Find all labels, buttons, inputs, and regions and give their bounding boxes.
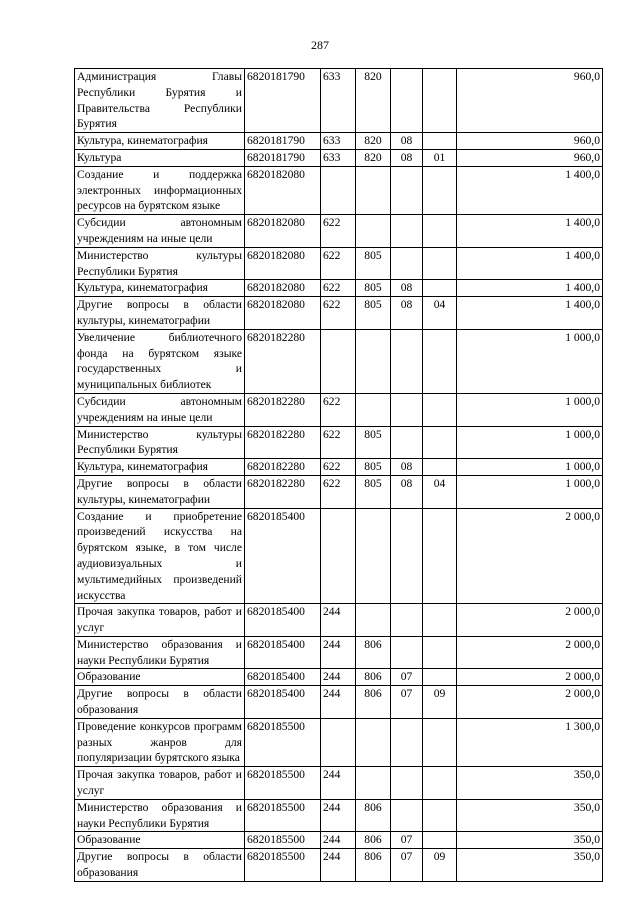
row-name-cell: Прочая закупка товаров, работ и услуг xyxy=(75,767,245,800)
target-article-cell: 6820182080 xyxy=(245,280,321,297)
expense-type-cell xyxy=(321,329,356,393)
section-cell xyxy=(391,166,423,214)
table-row xyxy=(75,636,603,669)
amount-cell: 1 400,0 xyxy=(457,215,603,248)
target-article-cell: 6820182280 xyxy=(245,426,321,459)
target-article-cell: 6820181790 xyxy=(245,69,321,133)
row-name-cell: Создание и поддержка электронных информационных ресурсов на бурятском языке xyxy=(75,166,245,214)
subsection-cell xyxy=(423,393,457,426)
page-number: 287 xyxy=(311,38,329,52)
row-name-cell: Культура, кинематография xyxy=(75,133,245,150)
amount-cell: 1 000,0 xyxy=(457,426,603,459)
row-name-cell: Культура, кинематография xyxy=(75,459,245,476)
target-article-cell: 6820182280 xyxy=(245,329,321,393)
budget-manager-cell: 805 xyxy=(356,475,391,508)
target-article-cell: 6820182080 xyxy=(245,166,321,214)
section-cell xyxy=(391,69,423,133)
subsection-cell xyxy=(423,215,457,248)
budget-manager-cell: 820 xyxy=(356,149,391,166)
expense-type-cell: 622 xyxy=(321,459,356,476)
expense-type-cell: 633 xyxy=(321,149,356,166)
target-article-cell: 6820181790 xyxy=(245,133,321,150)
section-cell xyxy=(391,718,423,766)
row-name-cell: Министерство образования и науки Республики Бурятия xyxy=(75,799,245,832)
target-article-cell: 6820185400 xyxy=(245,508,321,604)
subsection-cell xyxy=(423,280,457,297)
table-row xyxy=(75,508,603,604)
row-name-cell: Другие вопросы в области культуры, кинематографии xyxy=(75,475,245,508)
subsection-cell: 04 xyxy=(423,297,457,330)
section-cell: 08 xyxy=(391,149,423,166)
section-cell xyxy=(391,215,423,248)
section-cell: 08 xyxy=(391,133,423,150)
target-article-cell: 6820185500 xyxy=(245,799,321,832)
budget-manager-cell: 805 xyxy=(356,459,391,476)
amount-cell: 2 000,0 xyxy=(457,636,603,669)
row-name-cell: Создание и приобретение произведений искусства на бурятском языке, в том числе аудиовизуальных и мультимедийных произведений искусства xyxy=(75,508,245,604)
expense-type-cell xyxy=(321,718,356,766)
target-article-cell: 6820185400 xyxy=(245,686,321,719)
row-name-cell: Проведение конкурсов программ разных жанров для популяризации бурятского языка xyxy=(75,718,245,766)
expense-type-cell: 622 xyxy=(321,297,356,330)
budget-table xyxy=(74,68,603,882)
expense-type-cell: 244 xyxy=(321,849,356,882)
budget-manager-cell: 806 xyxy=(356,636,391,669)
table-row xyxy=(75,799,603,832)
table-row xyxy=(75,426,603,459)
subsection-cell xyxy=(423,329,457,393)
table-row xyxy=(75,133,603,150)
target-article-cell: 6820185500 xyxy=(245,832,321,849)
budget-manager-cell xyxy=(356,508,391,604)
target-article-cell: 6820185500 xyxy=(245,767,321,800)
amount-cell: 1 000,0 xyxy=(457,459,603,476)
subsection-cell xyxy=(423,718,457,766)
target-article-cell: 6820182280 xyxy=(245,475,321,508)
row-name-cell: Другие вопросы в области образования xyxy=(75,686,245,719)
amount-cell: 1 000,0 xyxy=(457,393,603,426)
amount-cell: 1 400,0 xyxy=(457,166,603,214)
table-row xyxy=(75,459,603,476)
subsection-cell xyxy=(423,636,457,669)
expense-type-cell: 622 xyxy=(321,280,356,297)
section-cell xyxy=(391,636,423,669)
row-name-cell: Министерство культуры Республики Бурятия xyxy=(75,247,245,280)
expense-type-cell: 244 xyxy=(321,799,356,832)
subsection-cell xyxy=(423,166,457,214)
subsection-cell xyxy=(423,604,457,637)
expense-type-cell: 622 xyxy=(321,215,356,248)
table-body xyxy=(75,69,603,882)
section-cell: 07 xyxy=(391,832,423,849)
budget-manager-cell: 806 xyxy=(356,799,391,832)
section-cell xyxy=(391,799,423,832)
table-row xyxy=(75,393,603,426)
subsection-cell xyxy=(423,767,457,800)
subsection-cell xyxy=(423,669,457,686)
table-row xyxy=(75,832,603,849)
target-article-cell: 6820181790 xyxy=(245,149,321,166)
section-cell: 07 xyxy=(391,686,423,719)
subsection-cell xyxy=(423,133,457,150)
subsection-cell: 09 xyxy=(423,849,457,882)
subsection-cell xyxy=(423,799,457,832)
budget-manager-cell: 820 xyxy=(356,69,391,133)
target-article-cell: 6820185400 xyxy=(245,669,321,686)
expense-type-cell: 244 xyxy=(321,669,356,686)
amount-cell: 2 000,0 xyxy=(457,604,603,637)
table-row xyxy=(75,297,603,330)
budget-manager-cell xyxy=(356,329,391,393)
budget-manager-cell xyxy=(356,718,391,766)
row-name-cell: Администрация Главы Республики Бурятия и Правительства Республики Бурятия xyxy=(75,69,245,133)
expense-type-cell: 244 xyxy=(321,636,356,669)
budget-manager-cell: 805 xyxy=(356,297,391,330)
amount-cell: 350,0 xyxy=(457,799,603,832)
row-name-cell: Образование xyxy=(75,832,245,849)
expense-type-cell: 633 xyxy=(321,133,356,150)
subsection-cell xyxy=(423,69,457,133)
amount-cell: 2 000,0 xyxy=(457,686,603,719)
table-row xyxy=(75,686,603,719)
target-article-cell: 6820185400 xyxy=(245,636,321,669)
section-cell xyxy=(391,329,423,393)
row-name-cell: Министерство образования и науки Республики Бурятия xyxy=(75,636,245,669)
section-cell xyxy=(391,426,423,459)
section-cell: 08 xyxy=(391,459,423,476)
table-row xyxy=(75,166,603,214)
budget-manager-cell xyxy=(356,215,391,248)
target-article-cell: 6820182080 xyxy=(245,247,321,280)
expense-type-cell: 622 xyxy=(321,475,356,508)
subsection-cell: 01 xyxy=(423,149,457,166)
amount-cell: 960,0 xyxy=(457,69,603,133)
expense-type-cell xyxy=(321,508,356,604)
budget-manager-cell: 806 xyxy=(356,832,391,849)
expense-type-cell: 244 xyxy=(321,767,356,800)
section-cell: 08 xyxy=(391,297,423,330)
subsection-cell: 04 xyxy=(423,475,457,508)
row-name-cell: Другие вопросы в области образования xyxy=(75,849,245,882)
budget-manager-cell: 806 xyxy=(356,849,391,882)
expense-type-cell: 622 xyxy=(321,393,356,426)
row-name-cell: Увеличение библиотечного фонда на бурятском языке государственных и муниципальных библиотек xyxy=(75,329,245,393)
budget-manager-cell xyxy=(356,393,391,426)
target-article-cell: 6820182280 xyxy=(245,459,321,476)
expense-type-cell: 633 xyxy=(321,69,356,133)
section-cell: 08 xyxy=(391,280,423,297)
amount-cell: 2 000,0 xyxy=(457,669,603,686)
row-name-cell: Субсидии автономным учреждениям на иные цели xyxy=(75,393,245,426)
section-cell xyxy=(391,604,423,637)
expense-type-cell: 244 xyxy=(321,686,356,719)
budget-manager-cell: 806 xyxy=(356,686,391,719)
row-name-cell: Другие вопросы в области культуры, кинематографии xyxy=(75,297,245,330)
table-row xyxy=(75,669,603,686)
table-row xyxy=(75,215,603,248)
target-article-cell: 6820182080 xyxy=(245,297,321,330)
subsection-cell xyxy=(423,459,457,476)
section-cell xyxy=(391,393,423,426)
row-name-cell: Культура xyxy=(75,149,245,166)
budget-manager-cell: 805 xyxy=(356,247,391,280)
budget-manager-cell: 805 xyxy=(356,280,391,297)
amount-cell: 1 400,0 xyxy=(457,247,603,280)
target-article-cell: 6820182280 xyxy=(245,393,321,426)
expense-type-cell: 244 xyxy=(321,604,356,637)
expense-type-cell: 244 xyxy=(321,832,356,849)
subsection-cell xyxy=(423,426,457,459)
section-cell: 08 xyxy=(391,475,423,508)
amount-cell: 960,0 xyxy=(457,149,603,166)
table-row xyxy=(75,849,603,882)
row-name-cell: Прочая закупка товаров, работ и услуг xyxy=(75,604,245,637)
amount-cell: 960,0 xyxy=(457,133,603,150)
amount-cell: 2 000,0 xyxy=(457,508,603,604)
target-article-cell: 6820182080 xyxy=(245,215,321,248)
budget-manager-cell xyxy=(356,604,391,637)
section-cell xyxy=(391,508,423,604)
amount-cell: 350,0 xyxy=(457,832,603,849)
amount-cell: 1 000,0 xyxy=(457,475,603,508)
table-row xyxy=(75,718,603,766)
expense-type-cell xyxy=(321,166,356,214)
amount-cell: 1 000,0 xyxy=(457,329,603,393)
amount-cell: 1 300,0 xyxy=(457,718,603,766)
table-row xyxy=(75,149,603,166)
subsection-cell xyxy=(423,508,457,604)
target-article-cell: 6820185400 xyxy=(245,604,321,637)
section-cell xyxy=(391,247,423,280)
budget-manager-cell xyxy=(356,767,391,800)
subsection-cell: 09 xyxy=(423,686,457,719)
table-row xyxy=(75,767,603,800)
table-row xyxy=(75,329,603,393)
amount-cell: 350,0 xyxy=(457,849,603,882)
target-article-cell: 6820185500 xyxy=(245,718,321,766)
table-row xyxy=(75,280,603,297)
row-name-cell: Субсидии автономным учреждениям на иные цели xyxy=(75,215,245,248)
table-row xyxy=(75,604,603,637)
budget-manager-cell: 820 xyxy=(356,133,391,150)
table-row xyxy=(75,247,603,280)
section-cell: 07 xyxy=(391,669,423,686)
subsection-cell xyxy=(423,247,457,280)
row-name-cell: Культура, кинематография xyxy=(75,280,245,297)
expense-type-cell: 622 xyxy=(321,426,356,459)
row-name-cell: Министерство культуры Республики Бурятия xyxy=(75,426,245,459)
budget-manager-cell: 806 xyxy=(356,669,391,686)
target-article-cell: 6820185500 xyxy=(245,849,321,882)
expense-type-cell: 622 xyxy=(321,247,356,280)
subsection-cell xyxy=(423,832,457,849)
table-row xyxy=(75,475,603,508)
section-cell: 07 xyxy=(391,849,423,882)
section-cell xyxy=(391,767,423,800)
row-name-cell: Образование xyxy=(75,669,245,686)
amount-cell: 1 400,0 xyxy=(457,297,603,330)
table-row xyxy=(75,69,603,133)
amount-cell: 350,0 xyxy=(457,767,603,800)
budget-manager-cell: 805 xyxy=(356,426,391,459)
amount-cell: 1 400,0 xyxy=(457,280,603,297)
budget-manager-cell xyxy=(356,166,391,214)
